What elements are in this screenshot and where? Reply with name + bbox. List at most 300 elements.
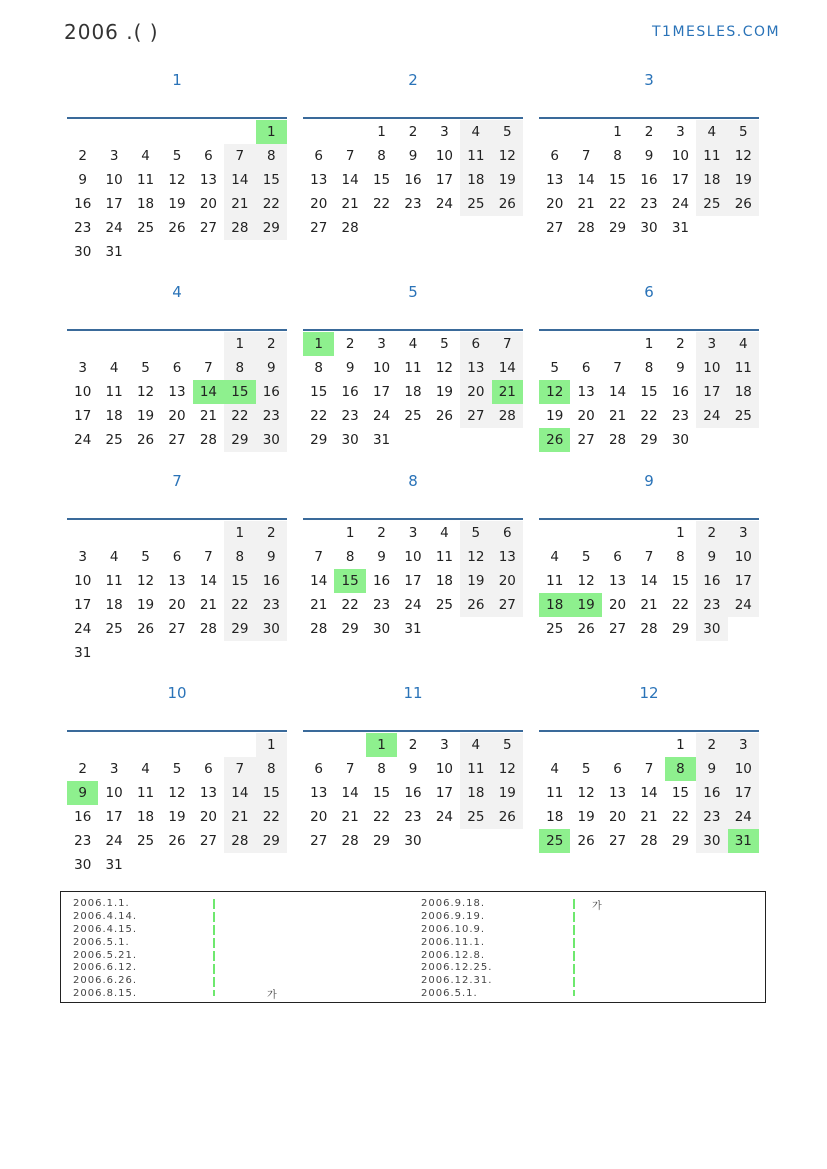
day-cell: 12 (136, 573, 155, 589)
month-12 (539, 683, 759, 849)
day-cell: 19 (168, 196, 186, 212)
day-cell: 11 (435, 549, 454, 565)
day-cell: 26 (728, 192, 759, 216)
day-cell: 5 (440, 336, 449, 352)
day-cell: 12 (577, 785, 595, 801)
day-cell: 11 (546, 573, 564, 589)
month-5 (303, 282, 523, 448)
day-cell: 15 (224, 569, 255, 593)
month-divider (539, 329, 759, 331)
month-divider (539, 117, 759, 119)
day-cell: 30 (256, 428, 287, 452)
day-cell: 28 (224, 216, 255, 240)
day-grid (67, 332, 287, 452)
blank-cell (539, 332, 570, 356)
day-cell: 9 (377, 549, 386, 565)
day-cell: 11 (136, 785, 155, 801)
holiday-date: 2006.9.18. (421, 898, 486, 909)
day-cell: 6 (314, 761, 323, 777)
day-cell: 20 (199, 809, 218, 825)
day-cell: 22 (608, 196, 627, 212)
day-cell: 17 (74, 408, 92, 424)
day-cell: 27 (577, 432, 595, 448)
day-cell: 17 (404, 573, 422, 589)
day-cell: 17 (671, 172, 690, 188)
day-cell: 18 (404, 384, 422, 400)
day-cell: 8 (644, 360, 654, 376)
day-cell: 1 (676, 525, 685, 541)
day-cell: 13 (577, 384, 595, 400)
day-cell: 21 (577, 196, 595, 212)
blank-cell (161, 332, 192, 356)
day-cell: 16 (372, 573, 391, 589)
blank-cell (130, 733, 161, 757)
day-cell: 29 (341, 621, 359, 637)
day-cell: 11 (136, 172, 155, 188)
month-1 (67, 70, 287, 260)
day-cell: 25 (435, 597, 454, 613)
day-cell: 7 (314, 549, 323, 565)
day-cell: 27 (310, 220, 328, 236)
month-2 (303, 70, 523, 236)
day-cell: 25 (136, 833, 155, 849)
holiday-date: 2006.12.31. (421, 975, 493, 987)
day-cell: 25 (105, 621, 123, 637)
day-cell: 9 (256, 545, 287, 569)
day-cell: 26 (577, 833, 595, 849)
day-cell: 3 (696, 332, 727, 356)
day-cell: 28 (341, 220, 359, 236)
holiday-date: 2006.12.8. (421, 949, 486, 961)
day-cell: 29 (256, 829, 287, 853)
day-cell: 15 (256, 781, 287, 805)
day-cell: 29 (224, 617, 255, 641)
blank-cell (539, 733, 570, 757)
day-cell: 2 (696, 733, 727, 757)
day-cell: 9 (345, 360, 355, 376)
day-grid (67, 521, 287, 665)
day-cell: 2 (377, 525, 386, 541)
holiday-day-cell: 31 (728, 829, 759, 853)
day-cell: 22 (256, 192, 287, 216)
day-cell: 17 (435, 172, 454, 188)
day-cell: 21 (640, 809, 658, 825)
day-grid (539, 332, 759, 452)
month-9 (539, 471, 759, 637)
day-cell: 13 (168, 573, 186, 589)
day-cell: 1 (224, 521, 255, 545)
day-cell: 3 (676, 124, 685, 140)
day-cell: 3 (728, 733, 759, 757)
day-cell: 26 (136, 432, 155, 448)
month-title: 2 (408, 71, 418, 89)
day-cell: 4 (408, 336, 418, 352)
day-cell: 11 (460, 757, 491, 781)
day-cell: 25 (460, 805, 491, 829)
day-cell: 9 (408, 761, 418, 777)
day-cell: 7 (204, 360, 213, 376)
day-cell: 1 (676, 737, 685, 753)
day-cell: 10 (74, 384, 92, 400)
day-cell: 14 (224, 781, 255, 805)
day-cell: 26 (136, 621, 155, 637)
day-cell: 11 (404, 360, 422, 376)
day-cell: 28 (492, 404, 523, 428)
day-grid (303, 521, 523, 641)
blank-cell (602, 733, 633, 757)
day-cell: 26 (577, 621, 595, 637)
day-cell: 3 (78, 360, 87, 376)
day-cell: 4 (141, 148, 150, 164)
month-10 (67, 683, 287, 873)
day-cell: 3 (78, 549, 87, 565)
day-cell: 8 (613, 148, 622, 164)
day-cell: 6 (172, 549, 182, 565)
day-cell: 16 (696, 569, 727, 593)
blank-cell (303, 521, 334, 545)
blank-cell (602, 332, 633, 356)
day-cell: 24 (372, 408, 391, 424)
day-cell: 28 (640, 621, 658, 637)
day-cell: 24 (74, 621, 92, 637)
day-cell: 30 (404, 833, 422, 849)
day-grid (539, 120, 759, 240)
day-cell: 23 (696, 805, 727, 829)
day-cell: 31 (372, 432, 391, 448)
day-cell: 2 (256, 521, 287, 545)
month-title: 1 (172, 71, 182, 89)
day-cell: 19 (577, 809, 595, 825)
day-cell: 18 (460, 781, 491, 805)
day-cell: 20 (546, 196, 564, 212)
day-cell: 19 (168, 809, 186, 825)
day-cell: 8 (377, 761, 386, 777)
day-cell: 17 (435, 785, 454, 801)
holiday-date: 2006.12.25. (421, 962, 493, 974)
day-cell: 6 (550, 148, 559, 164)
day-cell: 17 (728, 569, 759, 593)
day-cell: 17 (372, 384, 391, 400)
holiday-day-cell: 1 (303, 332, 334, 356)
day-cell: 26 (435, 408, 454, 424)
day-cell: 15 (671, 573, 690, 589)
day-cell: 18 (105, 408, 123, 424)
day-cell: 4 (440, 525, 449, 541)
day-cell: 11 (460, 144, 491, 168)
day-cell: 23 (404, 809, 422, 825)
blank-cell (98, 332, 129, 356)
day-cell: 18 (696, 168, 727, 192)
day-cell: 7 (644, 549, 654, 565)
day-cell: 17 (696, 380, 727, 404)
day-cell: 1 (224, 332, 255, 356)
day-cell: 13 (546, 172, 564, 188)
day-cell: 15 (256, 168, 287, 192)
day-cell: 5 (728, 120, 759, 144)
holiday-date: 2006.5.1. (73, 936, 130, 948)
day-grid (303, 733, 523, 853)
day-cell: 28 (577, 220, 595, 236)
day-cell: 13 (310, 172, 328, 188)
day-cell: 5 (172, 148, 182, 164)
day-cell: 3 (377, 336, 386, 352)
day-cell: 28 (199, 432, 218, 448)
day-cell: 20 (608, 597, 627, 613)
day-cell: 21 (341, 196, 359, 212)
day-cell: 1 (377, 124, 386, 140)
day-cell: 11 (546, 785, 564, 801)
day-cell: 23 (404, 196, 422, 212)
day-cell: 17 (105, 809, 123, 825)
day-cell: 2 (345, 336, 355, 352)
blank-cell (633, 521, 664, 545)
month-divider (67, 117, 287, 119)
blank-cell (224, 733, 255, 757)
day-cell: 6 (613, 549, 622, 565)
month-divider (539, 730, 759, 732)
day-cell: 25 (546, 621, 564, 637)
day-cell: 23 (74, 833, 92, 849)
day-cell: 1 (613, 124, 622, 140)
day-cell: 15 (372, 785, 391, 801)
day-cell: 22 (671, 809, 690, 825)
day-cell: 20 (199, 196, 218, 212)
day-cell: 16 (256, 380, 287, 404)
holiday-date: 2006.5.21. (73, 949, 138, 961)
day-cell: 4 (550, 761, 559, 777)
month-title: 11 (403, 684, 423, 702)
day-cell: 5 (550, 360, 559, 376)
day-cell: 10 (372, 360, 391, 376)
day-cell: 6 (172, 360, 182, 376)
holiday-date: 2006.5.1. (421, 988, 478, 1000)
day-cell: 31 (404, 621, 422, 637)
day-cell: 18 (460, 168, 491, 192)
day-cell: 6 (204, 148, 213, 164)
blank-cell (130, 521, 161, 545)
day-cell: 11 (105, 573, 123, 589)
day-cell: 2 (644, 124, 654, 140)
day-cell: 12 (492, 144, 523, 168)
day-cell: 21 (224, 192, 255, 216)
day-cell: 26 (168, 833, 186, 849)
day-cell: 4 (141, 761, 150, 777)
day-cell: 20 (492, 569, 523, 593)
holiday-marker-bar-right (573, 899, 575, 996)
day-cell: 5 (581, 761, 591, 777)
day-cell: 10 (74, 573, 92, 589)
day-cell: 8 (256, 144, 287, 168)
day-grid (539, 733, 759, 853)
holiday-day-cell: 25 (539, 829, 570, 853)
day-cell: 18 (728, 380, 759, 404)
day-cell: 29 (671, 621, 690, 637)
day-cell: 16 (404, 172, 422, 188)
day-cell: 30 (341, 432, 359, 448)
month-title: 4 (172, 283, 182, 301)
day-grid (303, 120, 523, 240)
day-cell: 28 (310, 621, 328, 637)
month-3 (539, 70, 759, 236)
holiday-day-cell: 8 (665, 757, 696, 781)
day-cell: 14 (640, 785, 658, 801)
day-cell: 14 (640, 573, 658, 589)
day-cell: 6 (581, 360, 591, 376)
day-cell: 19 (492, 168, 523, 192)
day-cell: 4 (550, 549, 559, 565)
day-cell: 28 (199, 621, 218, 637)
day-cell: 9 (676, 360, 685, 376)
blank-cell (67, 733, 98, 757)
day-cell: 22 (224, 593, 255, 617)
holiday-day-cell: 26 (539, 428, 570, 452)
day-cell: 15 (372, 172, 391, 188)
day-cell: 1 (345, 525, 355, 541)
day-cell: 24 (105, 220, 123, 236)
day-cell: 5 (172, 761, 182, 777)
day-cell: 16 (256, 569, 287, 593)
day-cell: 22 (310, 408, 328, 424)
month-11 (303, 683, 523, 849)
day-cell: 20 (608, 809, 627, 825)
day-cell: 15 (608, 172, 627, 188)
day-cell: 12 (168, 785, 186, 801)
blank-cell (570, 332, 601, 356)
day-cell: 22 (224, 404, 255, 428)
day-cell: 13 (199, 172, 218, 188)
day-cell: 16 (671, 384, 690, 400)
day-cell: 5 (141, 360, 150, 376)
blank-cell (161, 521, 192, 545)
day-cell: 27 (168, 621, 186, 637)
day-cell: 23 (256, 404, 287, 428)
month-title: 12 (639, 684, 659, 702)
day-cell: 7 (345, 761, 355, 777)
day-cell: 12 (492, 757, 523, 781)
day-cell: 6 (314, 148, 323, 164)
day-cell: 13 (199, 785, 218, 801)
month-title: 7 (172, 472, 182, 490)
day-cell: 6 (613, 761, 622, 777)
brand-logo[interactable]: T1MESLES.COM (652, 24, 781, 40)
day-cell: 13 (608, 785, 627, 801)
day-cell: 24 (404, 597, 422, 613)
day-cell: 30 (640, 220, 658, 236)
day-cell: 14 (577, 172, 595, 188)
day-cell: 23 (372, 597, 391, 613)
day-cell: 10 (404, 549, 422, 565)
month-divider (303, 518, 523, 520)
day-cell: 30 (696, 617, 727, 641)
day-cell: 18 (546, 809, 564, 825)
day-cell: 3 (109, 761, 119, 777)
blank-cell (539, 120, 570, 144)
day-cell: 20 (310, 196, 328, 212)
day-cell: 8 (224, 356, 255, 380)
day-cell: 31 (671, 220, 690, 236)
day-cell: 24 (435, 809, 454, 825)
day-cell: 4 (696, 120, 727, 144)
day-cell: 3 (408, 525, 418, 541)
day-cell: 11 (728, 356, 759, 380)
day-cell: 3 (109, 148, 119, 164)
day-cell: 14 (608, 384, 627, 400)
day-cell: 9 (696, 545, 727, 569)
blank-cell (193, 120, 224, 144)
day-cell: 9 (696, 757, 727, 781)
day-cell: 30 (256, 617, 287, 641)
day-cell: 30 (74, 857, 92, 873)
day-cell: 27 (168, 432, 186, 448)
day-cell: 27 (199, 220, 218, 236)
month-divider (303, 117, 523, 119)
day-cell: 1 (644, 336, 654, 352)
day-cell: 29 (671, 833, 690, 849)
day-cell: 28 (224, 829, 255, 853)
holiday-date: 2006.4.15. (73, 923, 138, 935)
day-cell: 4 (109, 360, 119, 376)
day-cell: 22 (341, 597, 359, 613)
day-cell: 12 (460, 545, 491, 569)
day-cell: 13 (608, 573, 627, 589)
day-cell: 29 (256, 216, 287, 240)
holiday-day-cell: 21 (492, 380, 523, 404)
day-cell: 16 (404, 785, 422, 801)
day-cell: 27 (199, 833, 218, 849)
day-cell: 24 (696, 404, 727, 428)
day-cell: 8 (676, 549, 685, 565)
blank-cell (570, 120, 601, 144)
holiday-note-left: 가 (267, 990, 277, 1001)
day-cell: 16 (74, 809, 92, 825)
day-cell: 4 (460, 733, 491, 757)
day-cell: 12 (136, 384, 155, 400)
day-cell: 17 (105, 196, 123, 212)
day-cell: 22 (256, 805, 287, 829)
blank-cell (303, 733, 334, 757)
day-cell: 24 (105, 833, 123, 849)
month-title: 9 (644, 472, 654, 490)
blank-cell (193, 733, 224, 757)
day-cell: 24 (671, 196, 690, 212)
day-cell: 12 (435, 360, 454, 376)
day-cell: 25 (105, 432, 123, 448)
day-cell: 27 (460, 404, 491, 428)
blank-cell (334, 733, 365, 757)
day-cell: 19 (435, 384, 454, 400)
day-cell: 25 (460, 192, 491, 216)
holiday-date: 2006.9.19. (421, 910, 486, 922)
day-cell: 30 (696, 829, 727, 853)
day-cell: 26 (492, 805, 523, 829)
holiday-note-right: 가 (592, 901, 602, 912)
day-cell: 29 (372, 833, 391, 849)
day-cell: 13 (168, 384, 186, 400)
day-cell: 24 (74, 432, 92, 448)
day-cell: 19 (492, 781, 523, 805)
day-cell: 20 (460, 380, 491, 404)
day-cell: 15 (310, 384, 328, 400)
month-title: 10 (167, 684, 187, 702)
holiday-day-cell: 18 (539, 593, 570, 617)
day-cell: 8 (345, 549, 355, 565)
day-grid (67, 120, 287, 264)
blank-cell (570, 733, 601, 757)
blank-cell (602, 521, 633, 545)
day-cell: 10 (696, 356, 727, 380)
day-cell: 3 (440, 124, 449, 140)
day-cell: 18 (105, 597, 123, 613)
